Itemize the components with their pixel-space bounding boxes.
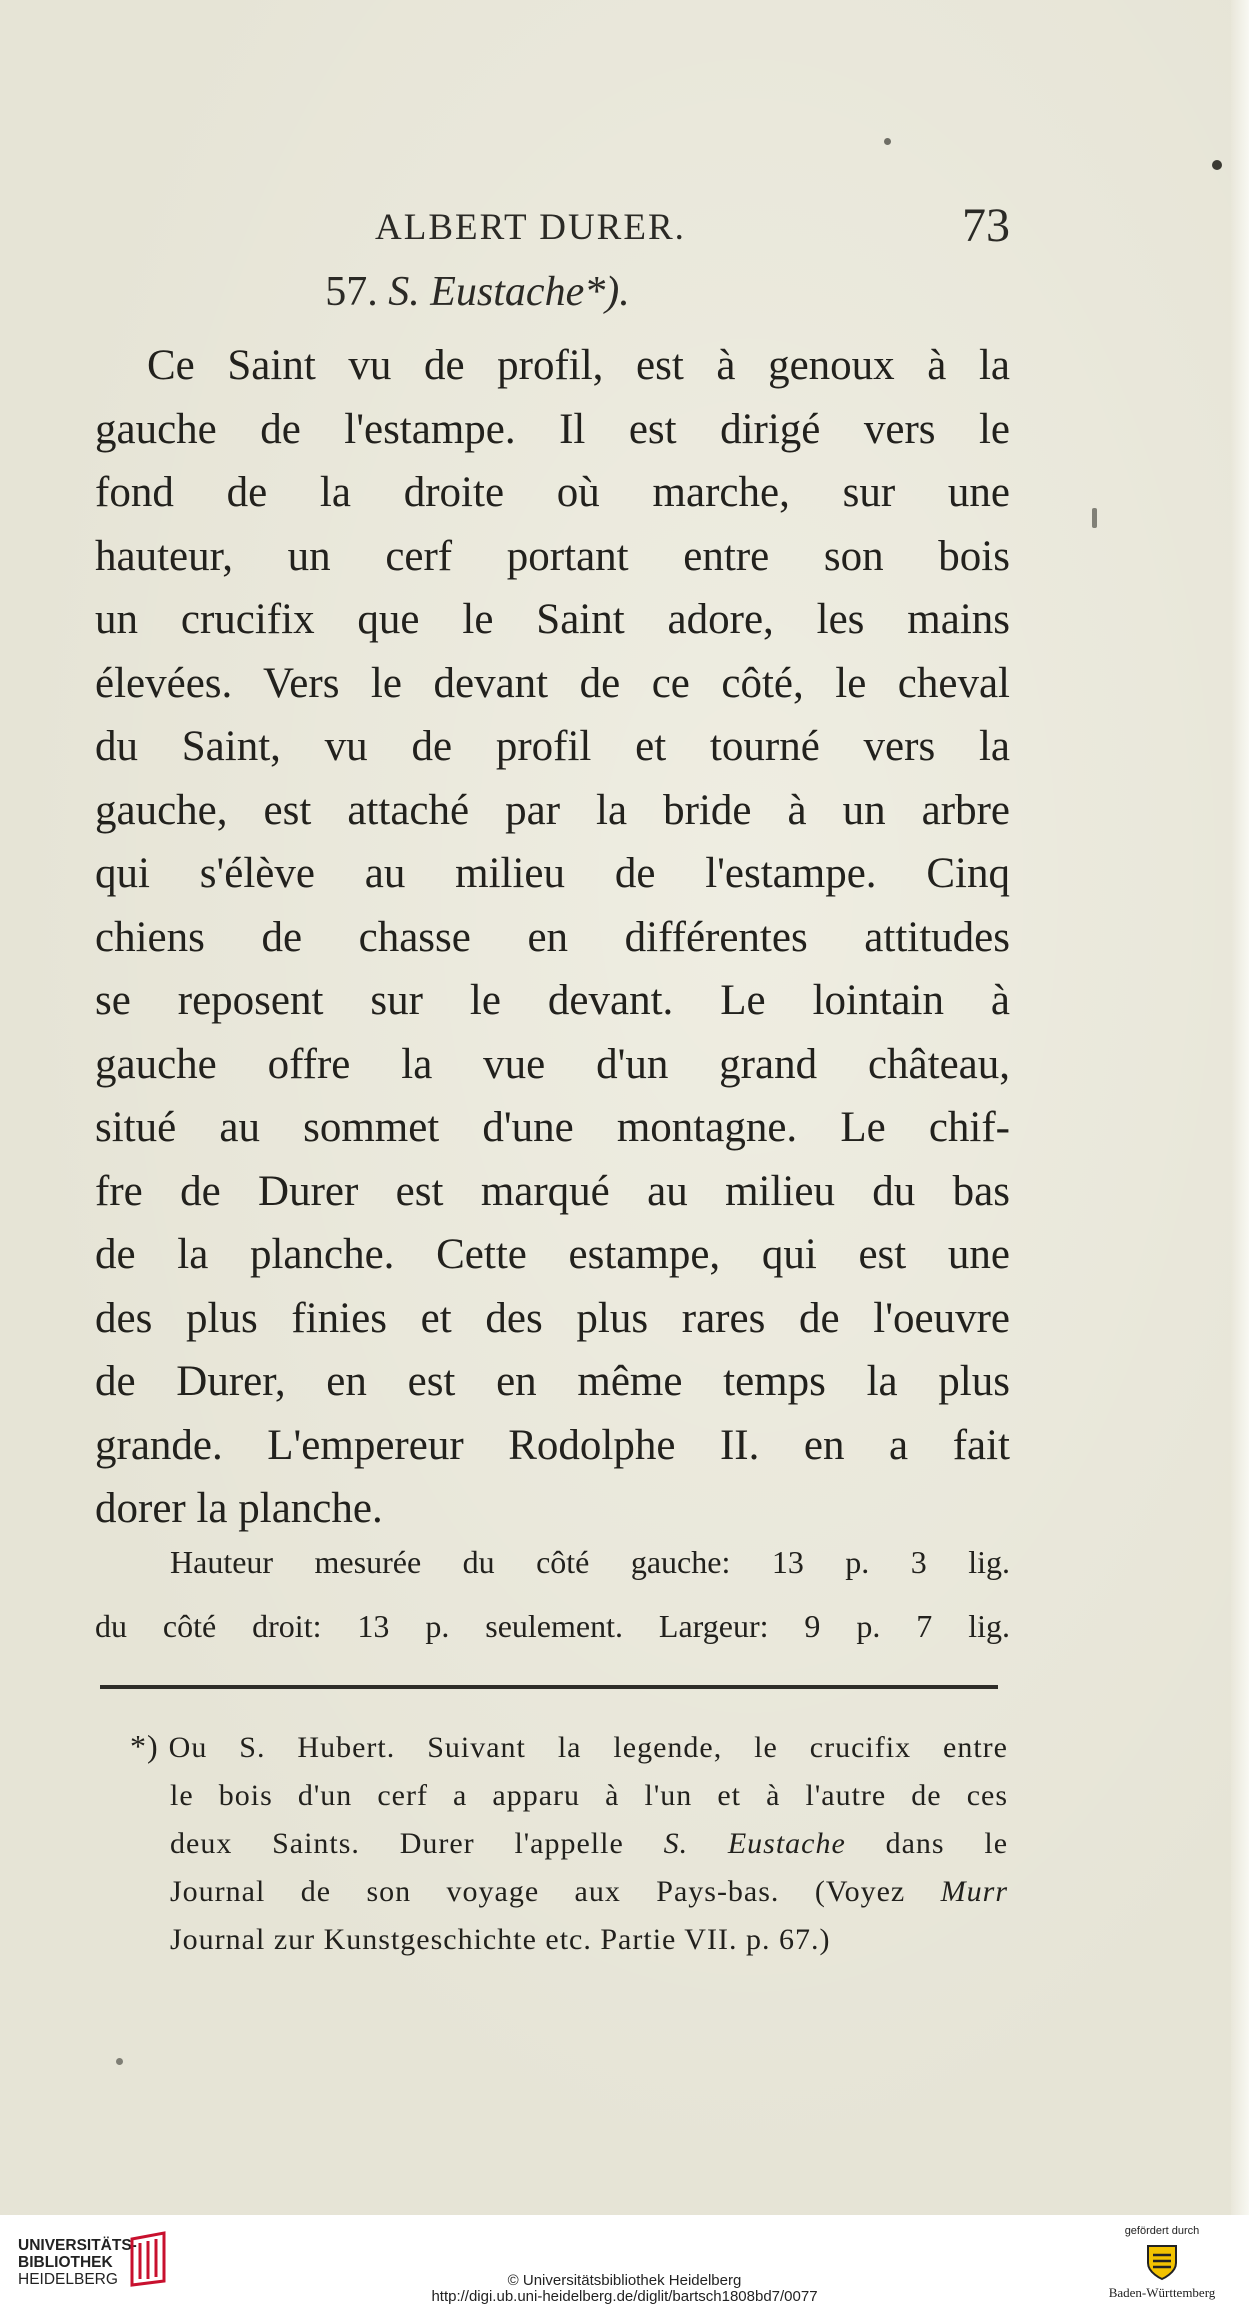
permalink[interactable]: http://digi.ub.uni-heidelberg.de/diglit/bartsch1808bd7/0077 — [431, 2288, 818, 2305]
dimension-line: du côté droit: 13 p. seulement. Largeur: 9 p. 7 lig. — [95, 1608, 1010, 1644]
funder-name[interactable]: Baden-Württemberg — [1108, 2285, 1216, 2300]
ink-speck — [884, 138, 891, 145]
text-line: des plus finies et des plus rares de l'oeuvre — [95, 1294, 1010, 1342]
footnote-rule — [100, 1685, 998, 1689]
funder-block — [1087, 2225, 1237, 2301]
footnote-text: deux Saints. Durer l'appelle — [170, 1827, 624, 1860]
footnote-line — [130, 1722, 1008, 1772]
running-title: ALBERT DURER. — [375, 207, 686, 248]
copyright-text: © Universitätsbibliothek Heidelberg — [507, 2272, 742, 2289]
text-line: qui s'élève au milieu de l'estampe. Cinq — [95, 850, 1010, 897]
footnote-italic: Murr — [940, 1875, 1009, 1908]
state-crest-icon — [1145, 2243, 1179, 2281]
footnote-line — [130, 1868, 1008, 1916]
copyright-notice — [0, 2273, 1249, 2305]
library-name-line: BIBLIOTHEK — [18, 2254, 113, 2271]
footnote-italic: S. Eustache — [663, 1827, 846, 1860]
text-line: du Saint, vu de profil et tourné vers la — [95, 723, 1010, 770]
footer-bar — [0, 2215, 1249, 2308]
page-number: 73 — [962, 199, 1010, 252]
text-line: dorer la planche. — [95, 1485, 383, 1532]
entry-number: 57. — [325, 269, 378, 315]
text-line: chiens de chasse en différentes attitudes — [95, 913, 1010, 961]
ink-speck — [1212, 160, 1222, 170]
ink-speck — [1092, 508, 1097, 528]
entry-subject: S. Eustache*). — [388, 269, 630, 315]
text-line: fre de Durer est marqué au milieu du bas — [95, 1167, 1010, 1215]
text-line: se reposent sur le devant. Le lointain à — [95, 977, 1010, 1024]
library-name-line: UNIVERSITÄTS- — [18, 2237, 137, 2254]
page-header — [95, 198, 1010, 258]
footnote — [130, 1722, 1008, 1964]
dimensions — [95, 1530, 1010, 1658]
entry-heading — [95, 268, 1010, 328]
footnote-text: Ou S. Hubert. Suivant la legende, le crucifix entre — [168, 1731, 1008, 1764]
text-line: gauche, est attaché par la bride à un arbre — [95, 786, 1010, 834]
text-line: gauche offre la vue d'un grand château, — [95, 1040, 1010, 1088]
text-line: de Durer, en est en même temps la plus — [95, 1358, 1010, 1405]
footnote-line: le bois d'un cerf a apparu à l'un et à l'autre de ces — [170, 1779, 1008, 1812]
text-line: grande. L'empereur Rodolphe II. en a fait — [95, 1421, 1010, 1469]
text-line: Ce Saint vu de profil, est à genoux à la — [147, 342, 1010, 389]
funded-by-label: gefördert durch — [1124, 2225, 1200, 2237]
footnote-text: Journal de son voyage aux Pays-bas. (Voyez — [170, 1875, 906, 1908]
text-line: de la planche. Cette estampe, qui est une — [95, 1231, 1010, 1278]
text-line: un crucifix que le Saint adore, les mains — [95, 596, 1010, 643]
dimension-line: Hauteur mesurée du côté gauche: 13 p. 3 lig. — [170, 1544, 1010, 1580]
ink-speck — [116, 2058, 123, 2065]
text-line: élevées. Vers le devant de ce côté, le cheval — [95, 659, 1010, 707]
footnote-marker: *) — [130, 1728, 159, 1764]
footnote-text: dans le — [885, 1827, 1009, 1860]
entry-description — [95, 334, 1010, 1541]
text-line: hauteur, un cerf portant entre son bois — [95, 532, 1010, 580]
library-name-line: HEIDELBERG — [18, 2271, 118, 2288]
text-line: situé au sommet d'une montagne. Le chif- — [95, 1104, 1010, 1151]
footnote-line: Journal zur Kunstgeschichte etc. Partie VII. p. 67.) — [170, 1923, 831, 1956]
footnote-line — [130, 1820, 1008, 1868]
text-line: gauche de l'estampe. Il est dirigé vers le — [95, 405, 1010, 453]
text-line: fond de la droite où marche, sur une — [95, 469, 1010, 516]
page-edge — [1231, 0, 1249, 2215]
